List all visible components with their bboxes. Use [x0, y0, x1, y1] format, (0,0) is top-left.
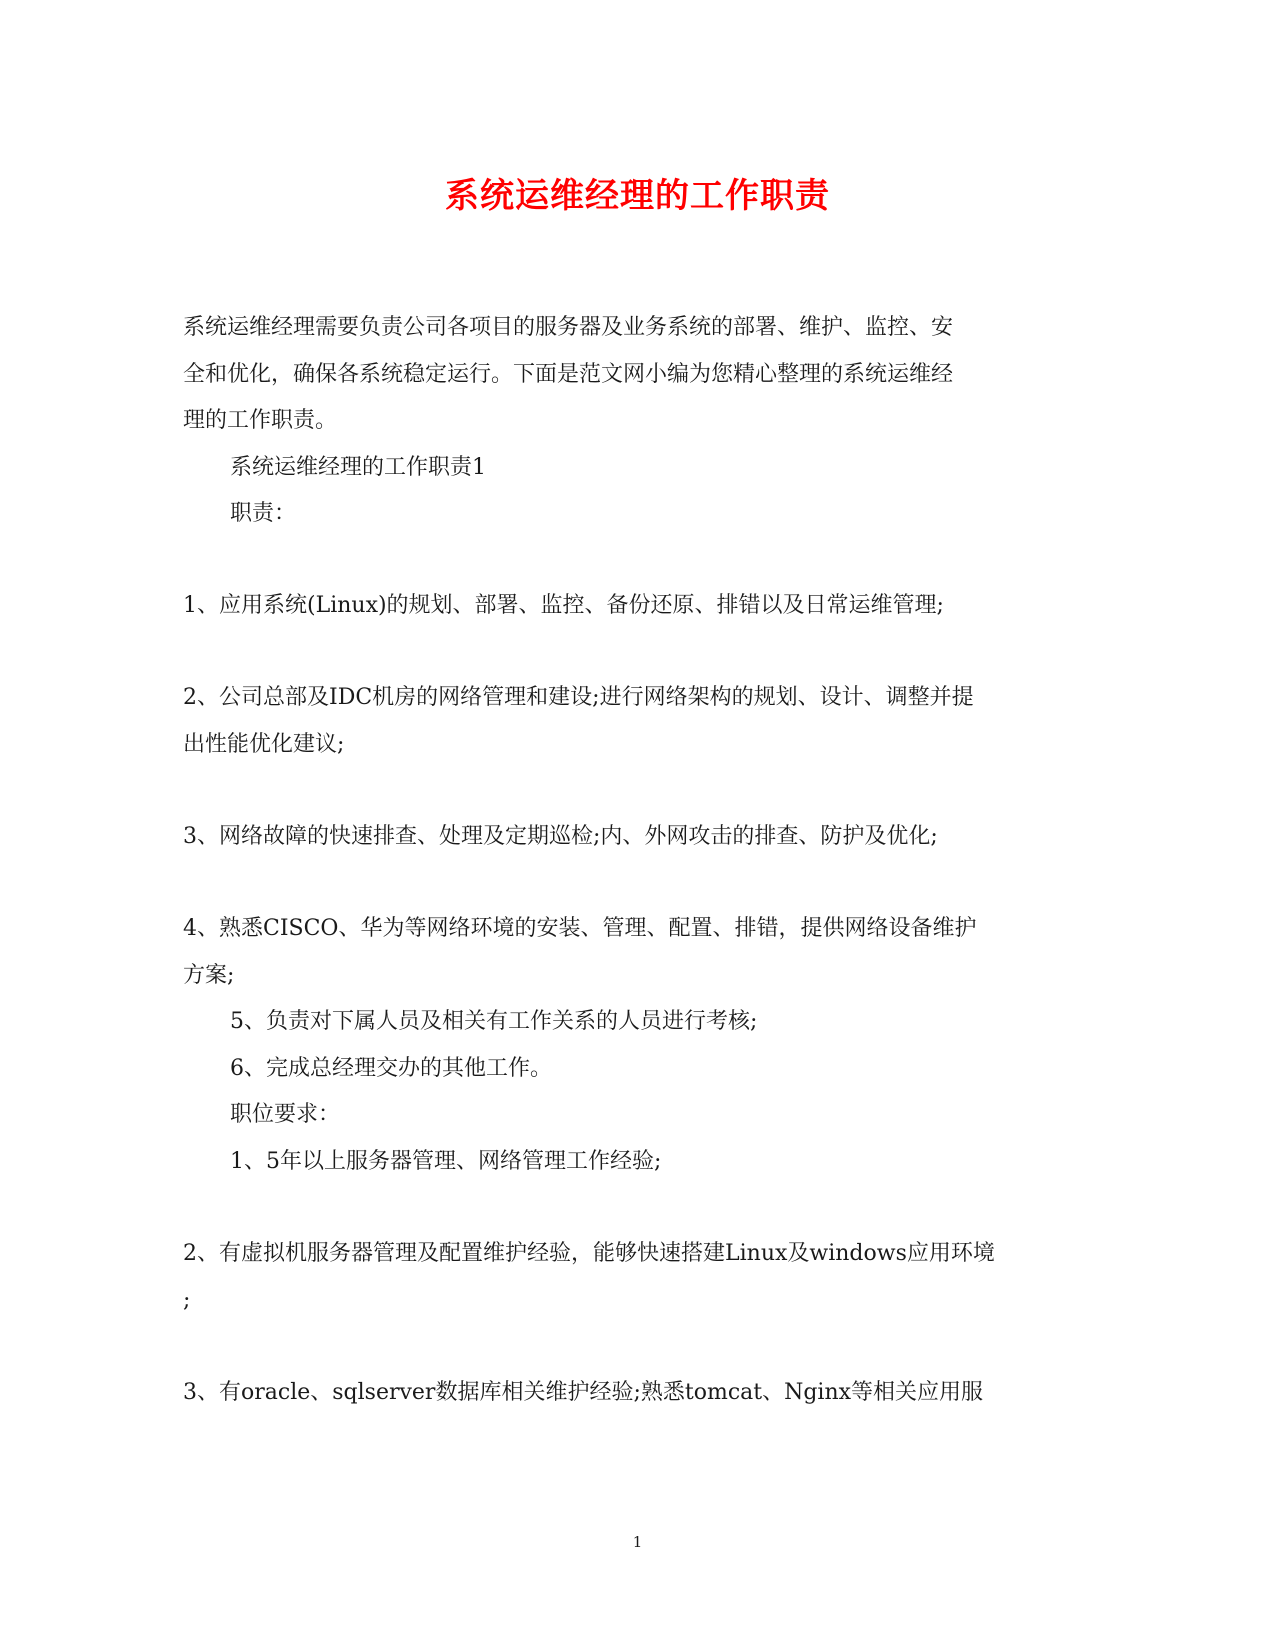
duty-item-4: 4、熟悉CISCO、华为等网络环境的安装、管理、配置、排错，提供网络设备维护: [183, 916, 977, 941]
duty-item-3: 3、网络故障的快速排查、处理及定期巡检;内、外网攻击的排查、防护及优化;: [183, 824, 938, 849]
requirements-label: 职位要求：: [230, 1102, 341, 1127]
requirement-item-2: 2、有虚拟机服务器管理及配置维护经验，能够快速搭建Linux及windows应用环境: [183, 1241, 995, 1266]
duty-item-2-cont: 出性能优化建议;: [183, 732, 345, 757]
intro-line-2: 全和优化，确保各系统稳定运行。下面是范文网小编为您精心整理的系统运维经: [183, 362, 954, 387]
duty-item-1: 1、应用系统(Linux)的规划、部署、监控、备份还原、排错以及日常运维管理;: [183, 593, 944, 618]
section-heading: 系统运维经理的工作职责1: [230, 455, 486, 480]
duty-item-4-cont: 方案;: [183, 963, 235, 988]
requirement-item-1: 1、5年以上服务器管理、网络管理工作经验;: [230, 1149, 662, 1174]
requirement-item-2-cont: ;: [183, 1288, 191, 1313]
duty-item-6: 6、完成总经理交办的其他工作。: [230, 1056, 552, 1081]
duty-item-2: 2、公司总部及IDC机房的网络管理和建设;进行网络架构的规划、设计、调整并提: [183, 685, 974, 710]
intro-line-3: 理的工作职责。: [183, 408, 338, 433]
document-title: 系统运维经理的工作职责: [445, 176, 830, 216]
requirement-item-3: 3、有oracle、sqlserver数据库相关维护经验;熟悉tomcat、Nginx等相关应用服: [183, 1380, 984, 1405]
intro-line-1: 系统运维经理需要负责公司各项目的服务器及业务系统的部署、维护、监控、安: [183, 315, 954, 340]
duty-item-5: 5、负责对下属人员及相关有工作关系的人员进行考核;: [230, 1009, 758, 1034]
page-number: 1: [632, 1533, 643, 1551]
duties-label: 职责：: [230, 501, 297, 526]
